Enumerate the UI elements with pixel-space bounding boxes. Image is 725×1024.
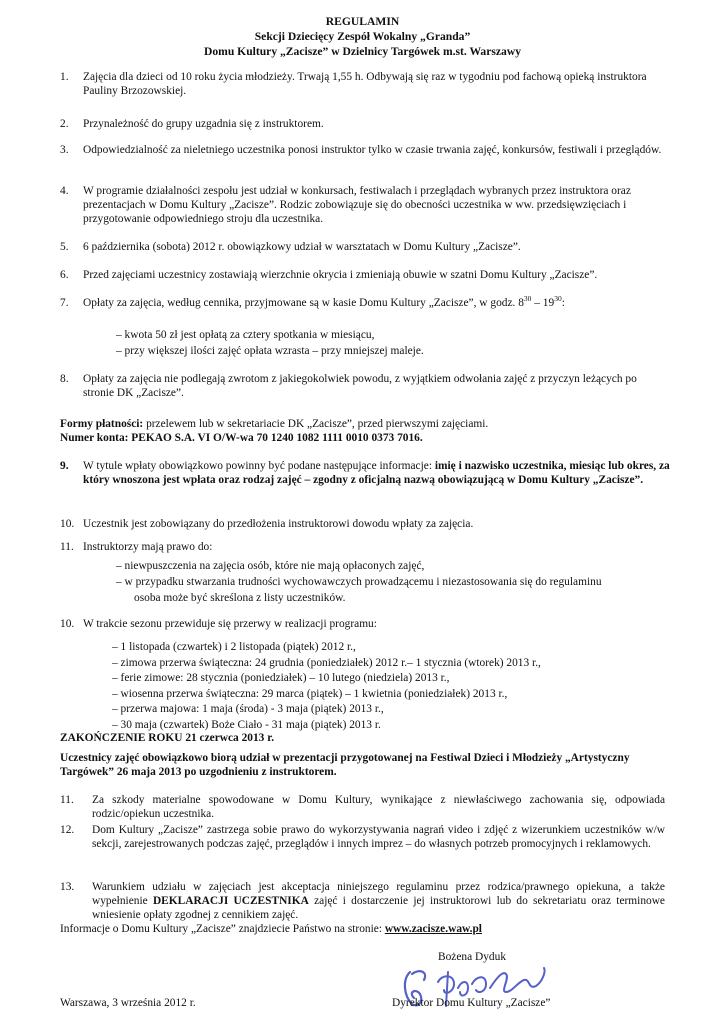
signer-name: Bożena Dyduk [438, 951, 507, 963]
list-item: – w przypadku stwarzania trudności wychowawczych prowadzącemu i niezastosowania się do regulaminu [116, 576, 602, 588]
rule-2 [60, 117, 670, 131]
rule-11-damages [60, 793, 665, 821]
rule-number: 9. [60, 460, 69, 472]
list-item: – przerwa majowa: 1 maja (środa) - 3 maja (piątek) 2013 r., [112, 703, 384, 716]
list-item: – kwota 50 zł jest opłatą za cztery spotkania w miesiącu, [116, 329, 375, 341]
rule-number: 13. [60, 881, 75, 893]
rule-5 [60, 240, 670, 254]
rule-number: 11. [60, 794, 74, 806]
list-item: – 30 maja (czwartek) Boże Ciało - 31 maja (piątek) 2013 r. [112, 718, 381, 731]
rule-text: Opłaty za zajęcia nie podlegają zwrotom z jakiegokolwiek powodu, z wyjątkiem odwołania zajęć z przyczyn leżących po stronie DK „Zacisze”. [83, 373, 637, 399]
payment-text: przelewem lub w sekretariacie DK „Zacisze”, przed pierwszymi zajęciami. [143, 418, 489, 430]
rule-number: 3. [60, 144, 69, 156]
rule-text: Instruktorzy mają prawo do: [83, 541, 213, 553]
rule-text: W programie działalności zespołu jest udział w konkursach, festiwalach i przeglądach wybranych przez instruktora oraz prezentacjach w Domu Kultury „Zacisze”. Rodzic zobowiązuje się do obecności uczestnika w ww. przedsięwzięciach i przygotowanie odpowiedniego stroju dla uczestnika. [83, 185, 631, 225]
rule-number: 10. [60, 518, 75, 530]
rule-number: 4. [60, 185, 69, 197]
website-link[interactable]: www.zacisze.waw.pl [384, 923, 482, 935]
list-item: – przy większej ilości zajęć opłata wzrasta – przy mniejszej maleje. [116, 345, 424, 357]
rule-number: 8. [60, 373, 69, 385]
rule-text: Za szkody materialne spowodowane w Domu Kultury, wynikające z niewłaściwego zachowania się, odpowiada rodzic/opiekun uczestnika. [92, 794, 665, 820]
rule-text: Odpowiedzialność za nieletniego uczestnika ponosi instruktor tylko w czasie trwania zajęć, konkursów, festiwali i przeglądów. [83, 144, 662, 156]
list-item: – ferie zimowe: 28 stycznia (poniedziałek) – 10 lutego (niedziela) 2013 r., [112, 672, 450, 685]
info-text: Informacje o Domu Kultury „Zacisze” znajdziecie Państwo na stronie: [60, 923, 385, 935]
doc-title: REGULAMIN [325, 15, 400, 28]
rule-6 [60, 268, 670, 282]
list-item: – zimowa przerwa świąteczna: 24 grudnia (poniedziałek) 2012 r.– 1 stycznia (wtorek) 2013 r., [112, 656, 541, 669]
rule-text: 6 października (sobota) 2012 r. obowiązkowy udział w warsztatach w Domu Kultury „Zacisze”. [83, 241, 521, 253]
breaks-list [112, 640, 682, 734]
rule-number: 5. [60, 241, 69, 253]
rule-text: Przynależność do grupy uzgadnia się z instruktorem. [83, 118, 324, 130]
list-item: – niewpuszczenia na zajęcia osób, które nie mają opłaconych zajęć, [116, 560, 425, 572]
rule-number: 12. [60, 824, 75, 836]
list-item: – wiosenna przerwa świąteczna: 29 marca (piątek) – 1 kwietnia (poniedziałek) 2013 r., [112, 687, 508, 700]
account-number: Numer konta: PEKAO S.A. VI O/W-wa 70 1240 1082 1111 0010 0373 7016. [60, 432, 423, 444]
rule-number: 1. [60, 71, 69, 83]
rule-10-breaks [60, 617, 670, 631]
doc-subtitle: Sekcji Dziecięcy Zespół Wokalny „Granda” [254, 30, 471, 43]
rule-text: Uczestnik jest zobowiązany do przedłożenia instruktorowi dowodu wpłaty za zajęcia. [83, 518, 474, 530]
rule-text: Zajęcia dla dzieci od 10 roku życia młodzieży. Trwają 1,55 h. Odbywają się raz w tygodniu pod fachową opieką instruktora Pauliny Brzozowskiej. [83, 71, 647, 97]
rule-number: 6. [60, 269, 69, 281]
rule-text: Warunkiem udziału w zajęciach jest akceptacja niniejszego regulaminu przez rodzica/prawnego opiekuna, a także wypełnienie DEKLARACJI UCZESTNIKA zajęć i dostarczenie jej instruktorowi lub do sekretariatu oraz terminowe wniesienie opłaty zgodnej z cennikiem zajęć. [92, 881, 665, 921]
list-item: osoba może być skreślona z listy uczestników. [134, 592, 346, 604]
rule-8 [60, 372, 670, 400]
payment-label: Formy płatności: [60, 418, 144, 430]
rule-3 [60, 143, 670, 157]
rule-text: Przed zajęciami uczestnicy zostawiają wierzchnie okrycia i zmieniają obuwie w szatni Domu Kultury „Zacisze”. [83, 269, 598, 281]
rule-11 [60, 540, 670, 554]
list-item: – 1 listopada (czwartek) i 2 listopada (piątek) 2012 r., [112, 641, 356, 653]
rule-text: W tytule wpłaty obowiązkowo powinny być podane następujące informacje: imię i nazwisko uczestnika, miesiąc lub okres, za który wnoszona jest wpłata oraz rodzaj zajęć – zgodny z oficjalną nazwą obowiązującą w Domu Kultury „Zacisze”. [83, 460, 670, 486]
info-line [60, 922, 680, 936]
rule-text: W trakcie sezonu przewiduje się przerwy w realizacji programu: [83, 618, 377, 630]
rule-9 [60, 459, 670, 487]
rule-text: Opłaty za zajęcia, według cennika, przyjmowane są w kasie Domu Kultury „Zacisze”, w godz. $8^{30} - 19^{30}$: [83, 294, 565, 309]
place-date: Warszawa, 3 września 2012 r. [60, 997, 196, 1009]
doc-institution: Domu Kultury „Zacisze” w Dzielnicy Targówek m.st. Warszawy [204, 45, 521, 58]
payment-methods [60, 417, 680, 431]
rule-4 [60, 184, 670, 226]
fee-list [116, 328, 676, 358]
rule-10 [60, 517, 670, 531]
rule-13 [60, 880, 665, 922]
instructor-rights-list [116, 559, 696, 607]
rule-text: Dom Kultury „Zacisze” zastrzega sobie prawo do wykorzystywania nagrań video i zdjęć z wizerunkiem uczestników w/w sekcji, zarejestrowanych podczas zajęć, przeglądów i innych imprez – do własnych potrzeb promocyjnych i reklamowych. [92, 824, 665, 850]
rule-number: 10. [60, 618, 75, 630]
rule-1 [60, 70, 670, 98]
rule-number: 11. [60, 541, 74, 553]
signer-role: Dyrektor Domu Kultury „Zacisze” [392, 997, 551, 1009]
festival-notice: Uczestnicy zajęć obowiązkowo biorą udział w prezentacji przygotowanej na Festiwal Dzieci i Młodzieży „Artystyczny Targówek” 26 maja 2013 po uzgodnieniu z instruktorem. [60, 752, 630, 778]
rule-12 [60, 823, 665, 851]
season-end: ZAKOŃCZENIE ROKU 21 czerwca 2013 r. [60, 732, 275, 744]
rule-7 [60, 296, 670, 310]
rule-number: 7. [60, 297, 69, 309]
rule-number: 2. [60, 118, 69, 130]
